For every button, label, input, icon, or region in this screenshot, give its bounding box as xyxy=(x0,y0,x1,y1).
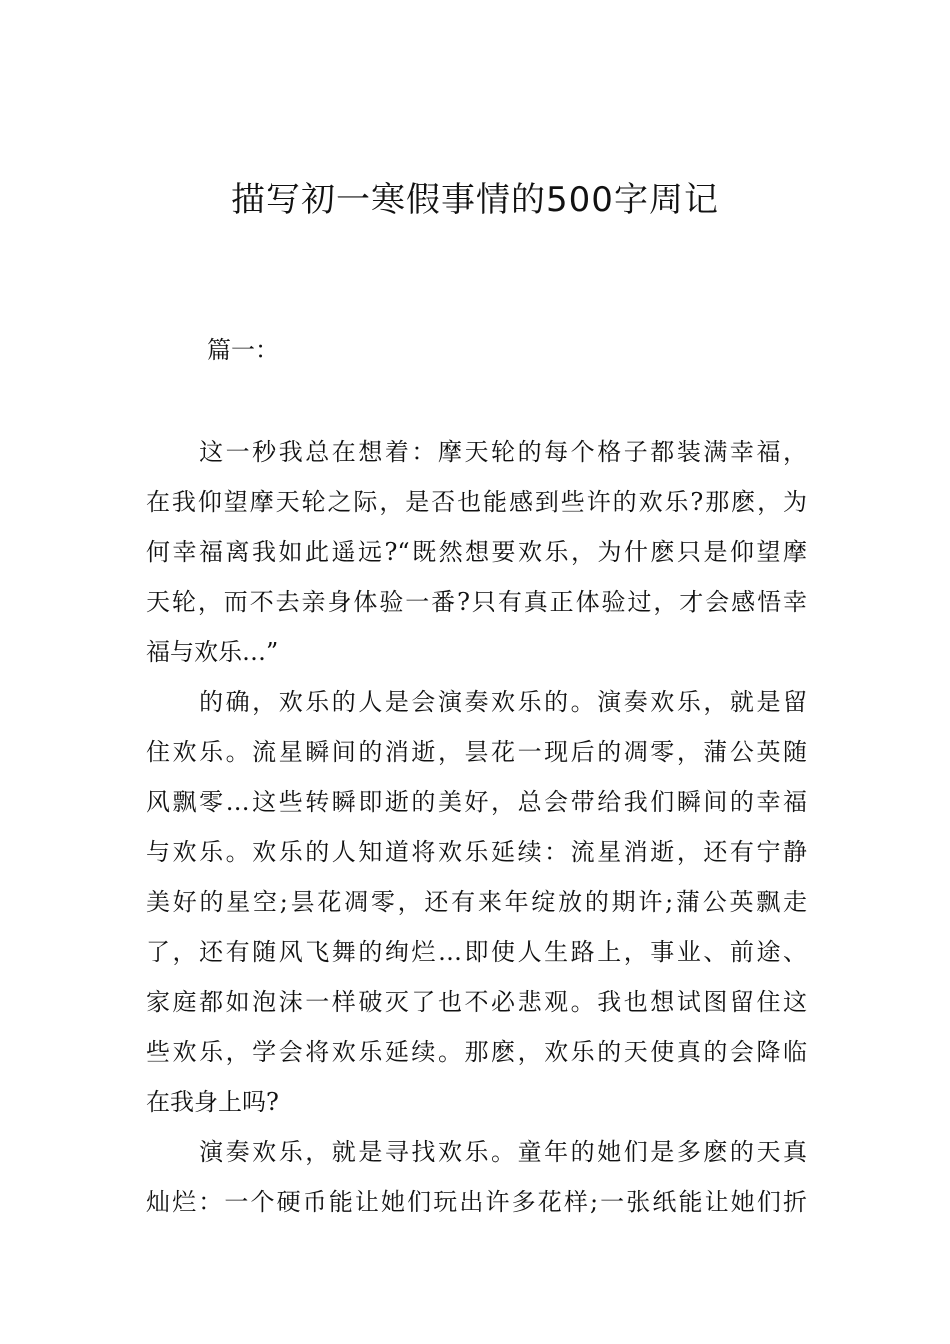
text-line: 何幸福离我如此遥远?“既然想要欢乐，为什麽只是仰望摩 xyxy=(146,538,807,566)
document-title: 描写初一寒假事情的500字周记 xyxy=(231,180,719,220)
text-line: 在我身上吗? xyxy=(146,1088,279,1116)
body-text xyxy=(146,427,807,1227)
text-line: 风飘零…这些转瞬即逝的美好，总会带给我们瞬间的幸福 xyxy=(146,788,807,816)
text-line: 灿烂：一个硬币能让她们玩出许多花样;一张纸能让她们折 xyxy=(146,1188,807,1216)
text-line: 些欢乐，学会将欢乐延续。那麽，欢乐的天使真的会降临 xyxy=(146,1038,807,1066)
text-line: 福与欢乐…” xyxy=(146,638,279,666)
text-line: 在我仰望摩天轮之际，是否也能感到些许的欢乐?那麽，为 xyxy=(146,488,807,516)
text-line: 美好的星空;昙花凋零，还有来年绽放的期许;蒲公英飘走 xyxy=(146,888,807,916)
text-line: 这一秒我总在想着：摩天轮的每个格子都装满幸福， xyxy=(146,438,807,466)
text-line: 家庭都如泡沫一样破灭了也不必悲观。我也想试图留住这 xyxy=(146,988,807,1016)
section-label: 篇一： xyxy=(207,336,279,364)
text-line: 了，还有随风飞舞的绚烂…即使人生路上，事业、前途、 xyxy=(146,938,807,966)
text-line: 的确，欢乐的人是会演奏欢乐的。演奏欢乐，就是留 xyxy=(146,688,807,716)
text-line: 演奏欢乐，就是寻找欢乐。童年的她们是多麽的天真 xyxy=(146,1138,807,1166)
text-line: 天轮，而不去亲身体验一番?只有真正体验过，才会感悟幸 xyxy=(146,588,807,616)
text-line: 与欢乐。欢乐的人知道将欢乐延续：流星消逝，还有宁静 xyxy=(146,838,807,866)
text-line: 住欢乐。流星瞬间的消逝，昙花一现后的凋零，蒲公英随 xyxy=(146,738,807,766)
